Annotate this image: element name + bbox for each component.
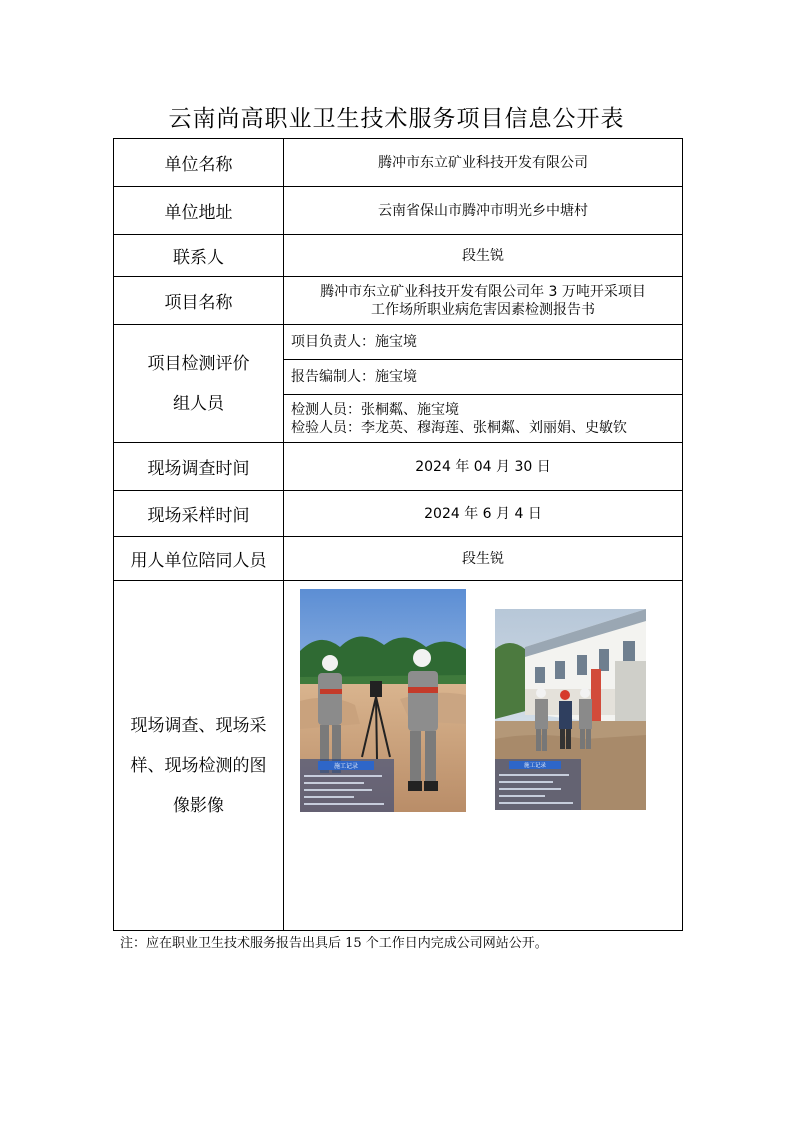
row-accompany [114, 537, 683, 581]
testers-cell [284, 395, 683, 443]
accompany-value: 段生锐 [284, 537, 683, 581]
contact-value: 段生锐 [284, 235, 683, 277]
photo-2-caption: 施工记录 [523, 763, 547, 769]
site-photo-2 [495, 609, 646, 810]
row-survey-time [114, 443, 683, 491]
images-label-line2: 样、现场检测的图 [130, 755, 267, 776]
row-contact [114, 235, 683, 277]
project-name-line2: 工作场所职业病危害因素检测报告书 [371, 301, 595, 318]
unit-name-label: 单位名称 [114, 139, 284, 187]
accompany-label: 用人单位陪同人员 [114, 537, 284, 581]
contact-label: 联系人 [114, 235, 284, 277]
inspectors: 检验人员：李龙英、穆海莲、张桐粼、刘丽娟、史敏钦 [291, 419, 627, 436]
page-title: 云南尚高职业卫生技术服务项目信息公开表 [168, 106, 625, 132]
row-unit-address [114, 187, 683, 235]
photos-cell [284, 581, 683, 931]
row-personnel-leader [114, 325, 683, 360]
row-sampling-time [114, 491, 683, 537]
sampling-time-label: 现场采样时间 [114, 491, 284, 537]
photo-1-caption: 施工记录 [333, 763, 359, 770]
report-writer: 报告编制人：施宝境 [284, 360, 683, 395]
images-label-line3: 像影像 [173, 795, 224, 816]
project-name-label: 项目名称 [114, 277, 284, 325]
project-name-line1: 腾冲市东立矿业科技开发有限公司年 3 万吨开采项目 [320, 283, 646, 300]
site-photo-1-image [300, 589, 466, 812]
site-photo-1 [300, 589, 466, 812]
survey-time-label: 现场调查时间 [114, 443, 284, 491]
personnel-label-line2: 组人员 [173, 393, 224, 414]
testers: 检测人员：张桐粼、施宝境 [291, 401, 459, 418]
unit-address-value: 云南省保山市腾冲市明光乡中塘村 [284, 187, 683, 235]
unit-address-label: 单位地址 [114, 187, 284, 235]
unit-name-value: 腾冲市东立矿业科技开发有限公司 [284, 139, 683, 187]
info-table [113, 138, 683, 931]
project-leader: 项目负责人：施宝境 [284, 325, 683, 360]
project-name-value [284, 277, 683, 325]
footnote: 注：应在职业卫生技术服务报告出具后 15 个工作日内完成公司网站公开。 [120, 936, 548, 951]
row-images [114, 581, 683, 931]
survey-time-value: 2024 年 04 月 30 日 [284, 443, 683, 491]
site-photo-2-image [495, 609, 646, 810]
personnel-label [114, 325, 284, 443]
row-unit-name [114, 139, 683, 187]
sampling-time-value: 2024 年 6 月 4 日 [284, 491, 683, 537]
row-project-name [114, 277, 683, 325]
images-label-line1: 现场调查、现场采 [130, 715, 267, 736]
images-label [114, 581, 284, 931]
personnel-label-line1: 项目检测评价 [147, 353, 250, 374]
